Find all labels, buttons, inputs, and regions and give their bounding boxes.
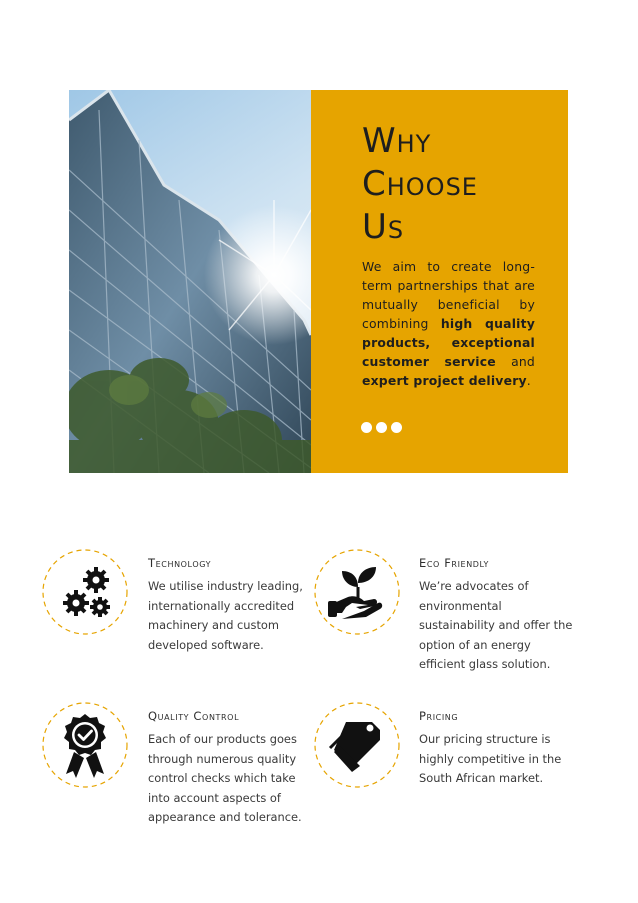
why-choose-us-text — [362, 257, 535, 390]
highlight-project-delivery: expert project delivery — [362, 373, 527, 388]
plant-in-hand-icon — [312, 547, 402, 637]
highlight-quality-service: high quality products, exceptional customer service — [362, 316, 535, 369]
quality-control-body: Each of our products goes through numerous quality control checks which take into account aspects of appearance and tolerance. — [148, 732, 302, 824]
pricing-body: Our pricing structure is highly competitive in the South African market. — [419, 732, 562, 785]
technology-title: Technology — [148, 556, 212, 570]
eco-friendly-body: We’re advocates of environmental sustainability and offer the option of an energy efficient glass solution. — [419, 579, 573, 671]
dot-3 — [391, 422, 402, 433]
intro-text: We aim to create long-term partnerships that are mutually beneficial by combining — [362, 259, 535, 331]
dot-1 — [361, 422, 372, 433]
dot-2 — [376, 422, 387, 433]
building-photo — [69, 90, 311, 473]
pagination-dots — [361, 422, 402, 433]
title-line-2: Choose — [362, 164, 478, 204]
why-choose-us-title — [362, 120, 562, 249]
pricing-title: Pricing — [419, 709, 459, 723]
title-line-3: Us — [362, 207, 405, 247]
gears-icon — [40, 547, 130, 637]
closing-punctuation: . — [526, 373, 531, 388]
hero-section — [69, 90, 568, 473]
eco-friendly-title: Eco Friendly — [419, 556, 490, 570]
title-line-1: Why — [362, 121, 432, 161]
award-ribbon-check-icon — [40, 700, 130, 790]
quality-control-title: Quality Control — [148, 709, 240, 723]
technology-body: We utilise industry leading, internationally accredited machinery and custom developed software. — [148, 579, 303, 652]
connector-text: and — [511, 354, 535, 369]
price-tags-icon — [312, 700, 402, 790]
